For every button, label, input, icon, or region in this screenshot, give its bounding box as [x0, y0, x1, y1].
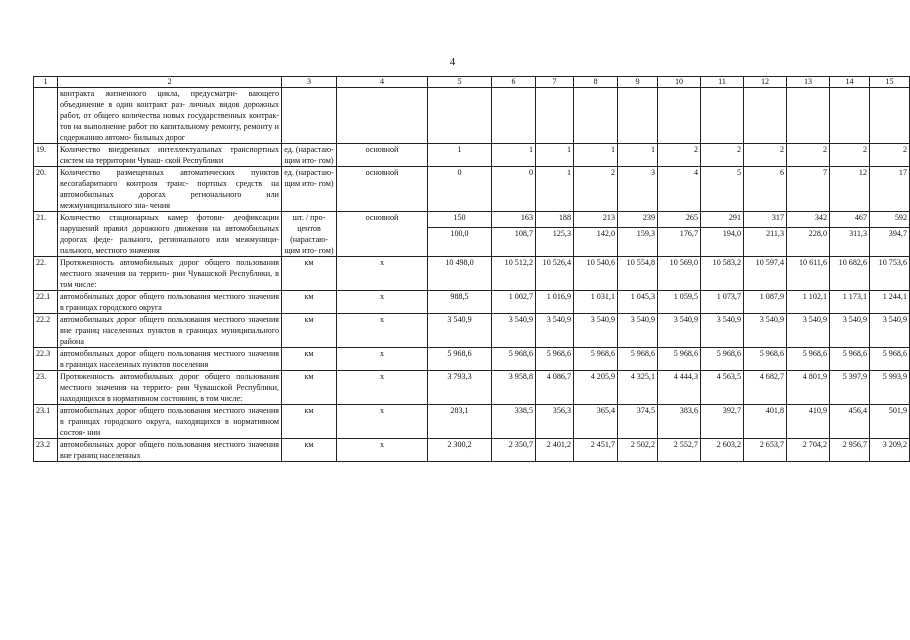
- value-cell: 5 968,6: [536, 348, 574, 371]
- column-header: 7: [536, 77, 574, 88]
- indicator-type-cell: х: [337, 291, 428, 314]
- indicator-type-cell: основной: [337, 144, 428, 167]
- value-cell: 7: [787, 167, 830, 212]
- value-cell: 3 540,9: [492, 314, 536, 348]
- indicator-type-cell: х: [337, 371, 428, 405]
- value-cell: 2 401,2: [536, 439, 574, 462]
- percent-cell: 394,7: [870, 228, 910, 257]
- indicator-type-cell: основной: [337, 167, 428, 212]
- value-cell: 342: [787, 212, 830, 228]
- column-header: 15: [870, 77, 910, 88]
- value-cell: 1: [574, 144, 618, 167]
- value-cell: 4 682,7: [744, 371, 787, 405]
- value-cell: 1 059,5: [658, 291, 701, 314]
- value-cell: [744, 88, 787, 144]
- value-cell: 2: [787, 144, 830, 167]
- value-cell: 0: [492, 167, 536, 212]
- unit-cell: км: [282, 291, 337, 314]
- value-cell: 5 993,9: [870, 371, 910, 405]
- value-cell: 10 611,6: [787, 257, 830, 291]
- value-cell: 2 451,7: [574, 439, 618, 462]
- column-header: 13: [787, 77, 830, 88]
- percent-cell: 176,7: [658, 228, 701, 257]
- value-cell: 1: [536, 167, 574, 212]
- unit-cell: шт. / про- центов (нарастаю- щим ито- гом): [282, 212, 337, 257]
- value-cell: 239: [618, 212, 658, 228]
- value-cell: 1: [492, 144, 536, 167]
- column-header: 11: [701, 77, 744, 88]
- value-cell: 383,6: [658, 405, 701, 439]
- value-cell: 456,4: [830, 405, 870, 439]
- value-cell: 3 540,9: [830, 314, 870, 348]
- value-cell: 410,9: [787, 405, 830, 439]
- value-cell: 3 793,3: [428, 371, 492, 405]
- row-number: 22.: [34, 257, 58, 291]
- value-cell: 5: [701, 167, 744, 212]
- value-cell: 3 540,9: [618, 314, 658, 348]
- value-cell: 2 552,7: [658, 439, 701, 462]
- value-cell: 3 540,9: [744, 314, 787, 348]
- column-header: 14: [830, 77, 870, 88]
- indicator-name: автомобильных дорог общего пользования местного значения в границах городского округа: [58, 291, 282, 314]
- column-header: 5: [428, 77, 492, 88]
- value-cell: 2: [744, 144, 787, 167]
- value-cell: 2: [870, 144, 910, 167]
- value-cell: 5 968,6: [428, 348, 492, 371]
- value-cell: 1 244,1: [870, 291, 910, 314]
- value-cell: 3 540,9: [701, 314, 744, 348]
- table-row: [34, 291, 910, 314]
- value-cell: [830, 88, 870, 144]
- value-cell: 5 968,6: [618, 348, 658, 371]
- value-cell: 3: [618, 167, 658, 212]
- indicator-type-cell: основной: [337, 212, 428, 257]
- table-body: [34, 88, 910, 462]
- value-cell: 283,1: [428, 405, 492, 439]
- value-cell: 2 300,2: [428, 439, 492, 462]
- value-cell: 1 173,1: [830, 291, 870, 314]
- value-cell: 467: [830, 212, 870, 228]
- table-row: [34, 348, 910, 371]
- value-cell: 10 753,6: [870, 257, 910, 291]
- value-cell: 5 968,6: [658, 348, 701, 371]
- value-cell: 3 958,8: [492, 371, 536, 405]
- value-cell: 188: [536, 212, 574, 228]
- value-cell: 3 540,9: [870, 314, 910, 348]
- row-number: 23.2: [34, 439, 58, 462]
- column-header: 2: [58, 77, 282, 88]
- value-cell: 17: [870, 167, 910, 212]
- value-cell: 12: [830, 167, 870, 212]
- value-cell: [618, 88, 658, 144]
- value-cell: 10 526,4: [536, 257, 574, 291]
- indicator-name: автомобильных дорог общего пользования местного значения вне границ населенных: [58, 439, 282, 462]
- percent-cell: 159,3: [618, 228, 658, 257]
- value-cell: 365,4: [574, 405, 618, 439]
- table-row: [34, 439, 910, 462]
- value-cell: 1 002,7: [492, 291, 536, 314]
- indicator-type-cell: х: [337, 405, 428, 439]
- indicator-name: контракта жизненного цикла, предусматри- вающего объединение в один контракт раз- личных видов дорожных работ, от общего количества новых государственных контрак- тов на выполнение работ по капитальному ремонту, ремонту и содержанию автомо- бильных дорог: [58, 88, 282, 144]
- value-cell: 10 540,6: [574, 257, 618, 291]
- table-row: [34, 144, 910, 167]
- value-cell: 2: [830, 144, 870, 167]
- value-cell: 1 102,1: [787, 291, 830, 314]
- value-cell: 1: [618, 144, 658, 167]
- value-cell: 2 603,2: [701, 439, 744, 462]
- column-header: 8: [574, 77, 618, 88]
- value-cell: 1: [428, 144, 492, 167]
- value-cell: 1 045,3: [618, 291, 658, 314]
- value-cell: 4 086,7: [536, 371, 574, 405]
- value-cell: 4 801,9: [787, 371, 830, 405]
- value-cell: 338,5: [492, 405, 536, 439]
- value-cell: 2 502,2: [618, 439, 658, 462]
- row-number: 22.2: [34, 314, 58, 348]
- column-header: 1: [34, 77, 58, 88]
- indicator-type-cell: х: [337, 439, 428, 462]
- column-number-row: [34, 77, 910, 88]
- value-cell: 10 512,2: [492, 257, 536, 291]
- percent-cell: 194,0: [701, 228, 744, 257]
- percent-cell: 228,0: [787, 228, 830, 257]
- value-cell: [658, 88, 701, 144]
- table-row: [34, 314, 910, 348]
- unit-cell: [282, 88, 337, 144]
- value-cell: 3 540,9: [658, 314, 701, 348]
- indicator-name: Количество размещенных автоматических пунктов весогабаритного контроля транс- портных средств на автомобильных дорогах регионального или межмуниципального зна- чения: [58, 167, 282, 212]
- unit-cell: км: [282, 439, 337, 462]
- row-number: 20.: [34, 167, 58, 212]
- value-cell: 3 540,9: [428, 314, 492, 348]
- value-cell: 1 087,9: [744, 291, 787, 314]
- value-cell: [536, 88, 574, 144]
- column-header: 6: [492, 77, 536, 88]
- value-cell: 10 583,2: [701, 257, 744, 291]
- value-cell: 5 968,6: [787, 348, 830, 371]
- percent-cell: 100,0: [428, 228, 492, 257]
- row-number: 23.: [34, 371, 58, 405]
- column-header: 4: [337, 77, 428, 88]
- indicators-table: [33, 76, 910, 462]
- indicator-name: автомобильных дорог общего пользования местного значения в границах населенных пунктов поселения: [58, 348, 282, 371]
- column-header: 3: [282, 77, 337, 88]
- indicator-name: автомобильных дорог общего пользования местного значения в границах городского округа, находящихся в нормативном состоя- нии: [58, 405, 282, 439]
- indicator-type-cell: х: [337, 314, 428, 348]
- indicator-name: Протяженность автомобильных дорог общего пользования местного значения на террито- рии Чувашской Республики, находящихся в нормативном состоянии, в том числе:: [58, 371, 282, 405]
- value-cell: 1: [536, 144, 574, 167]
- value-cell: 501,9: [870, 405, 910, 439]
- value-cell: 213: [574, 212, 618, 228]
- row-number: [34, 88, 58, 144]
- indicator-name: автомобильных дорог общего пользования местного значения вне границ населенных пунктов в границах муниципального района: [58, 314, 282, 348]
- value-cell: 5 397,9: [830, 371, 870, 405]
- row-number: 21.: [34, 212, 58, 257]
- column-header: 9: [618, 77, 658, 88]
- row-number: 22.1: [34, 291, 58, 314]
- table-row: [34, 257, 910, 291]
- value-cell: 317: [744, 212, 787, 228]
- value-cell: [492, 88, 536, 144]
- unit-cell: км: [282, 257, 337, 291]
- value-cell: 2: [701, 144, 744, 167]
- table-row: [34, 405, 910, 439]
- row-number: 19.: [34, 144, 58, 167]
- value-cell: 10 597,4: [744, 257, 787, 291]
- unit-cell: км: [282, 314, 337, 348]
- value-cell: 988,5: [428, 291, 492, 314]
- page-number: 4: [449, 56, 456, 68]
- value-cell: 5 968,6: [870, 348, 910, 371]
- value-cell: 5 968,6: [744, 348, 787, 371]
- value-cell: 1 016,9: [536, 291, 574, 314]
- value-cell: [428, 88, 492, 144]
- value-cell: 4 444,3: [658, 371, 701, 405]
- indicator-type-cell: [337, 88, 428, 144]
- value-cell: 3 540,9: [574, 314, 618, 348]
- value-cell: 2: [658, 144, 701, 167]
- value-cell: 5 968,6: [701, 348, 744, 371]
- indicator-name: Количество стационарных камер фотови- деофиксации нарушений правил дорожного движения на автомобильных дорогах феде- рального, регионального или межмуници- пального, местного значения: [58, 212, 282, 257]
- unit-cell: ед. (нарастаю- щим ито- гом): [282, 167, 337, 212]
- value-cell: 3 540,9: [787, 314, 830, 348]
- value-cell: [787, 88, 830, 144]
- value-cell: 0: [428, 167, 492, 212]
- value-cell: 2 350,7: [492, 439, 536, 462]
- value-cell: 1 073,7: [701, 291, 744, 314]
- percent-cell: 142,0: [574, 228, 618, 257]
- table-row: [34, 88, 910, 144]
- percent-cell: 311,3: [830, 228, 870, 257]
- value-cell: 1 031,1: [574, 291, 618, 314]
- value-cell: [870, 88, 910, 144]
- value-cell: 150: [428, 212, 492, 228]
- value-cell: 3 540,9: [536, 314, 574, 348]
- value-cell: 356,3: [536, 405, 574, 439]
- unit-cell: км: [282, 348, 337, 371]
- value-cell: 2: [574, 167, 618, 212]
- column-header: 12: [744, 77, 787, 88]
- value-cell: 10 554,8: [618, 257, 658, 291]
- indicator-type-cell: х: [337, 348, 428, 371]
- table-row: [34, 212, 910, 228]
- percent-cell: 108,7: [492, 228, 536, 257]
- indicator-name: Протяженность автомобильных дорог общего пользования местного значения на террито- рии Чувашской Республики, в том числе:: [58, 257, 282, 291]
- value-cell: [574, 88, 618, 144]
- value-cell: 6: [744, 167, 787, 212]
- value-cell: 2 653,7: [744, 439, 787, 462]
- table-row: [34, 167, 910, 212]
- value-cell: 10 498,0: [428, 257, 492, 291]
- value-cell: 392,7: [701, 405, 744, 439]
- percent-cell: 211,3: [744, 228, 787, 257]
- unit-cell: км: [282, 371, 337, 405]
- unit-cell: км: [282, 405, 337, 439]
- value-cell: 10 682,6: [830, 257, 870, 291]
- value-cell: [701, 88, 744, 144]
- value-cell: 374,5: [618, 405, 658, 439]
- value-cell: 5 968,6: [574, 348, 618, 371]
- value-cell: 10 569,0: [658, 257, 701, 291]
- value-cell: 592: [870, 212, 910, 228]
- value-cell: 4 325,1: [618, 371, 658, 405]
- value-cell: 5 968,6: [492, 348, 536, 371]
- table-row: [34, 371, 910, 405]
- column-header: 10: [658, 77, 701, 88]
- row-number: 22.3: [34, 348, 58, 371]
- indicator-type-cell: х: [337, 257, 428, 291]
- value-cell: 401,8: [744, 405, 787, 439]
- unit-cell: ед. (нарастаю- щим ито- гом): [282, 144, 337, 167]
- value-cell: 265: [658, 212, 701, 228]
- value-cell: 163: [492, 212, 536, 228]
- value-cell: 5 968,6: [830, 348, 870, 371]
- indicator-name: Количество внедренных интеллектуальных транспортных систем на территории Чуваш- ской Республики: [58, 144, 282, 167]
- value-cell: 4 205,9: [574, 371, 618, 405]
- value-cell: 3 209,2: [870, 439, 910, 462]
- value-cell: 2 956,7: [830, 439, 870, 462]
- value-cell: 4 563,5: [701, 371, 744, 405]
- percent-cell: 125,3: [536, 228, 574, 257]
- value-cell: 2 704,2: [787, 439, 830, 462]
- value-cell: 4: [658, 167, 701, 212]
- row-number: 23.1: [34, 405, 58, 439]
- value-cell: 291: [701, 212, 744, 228]
